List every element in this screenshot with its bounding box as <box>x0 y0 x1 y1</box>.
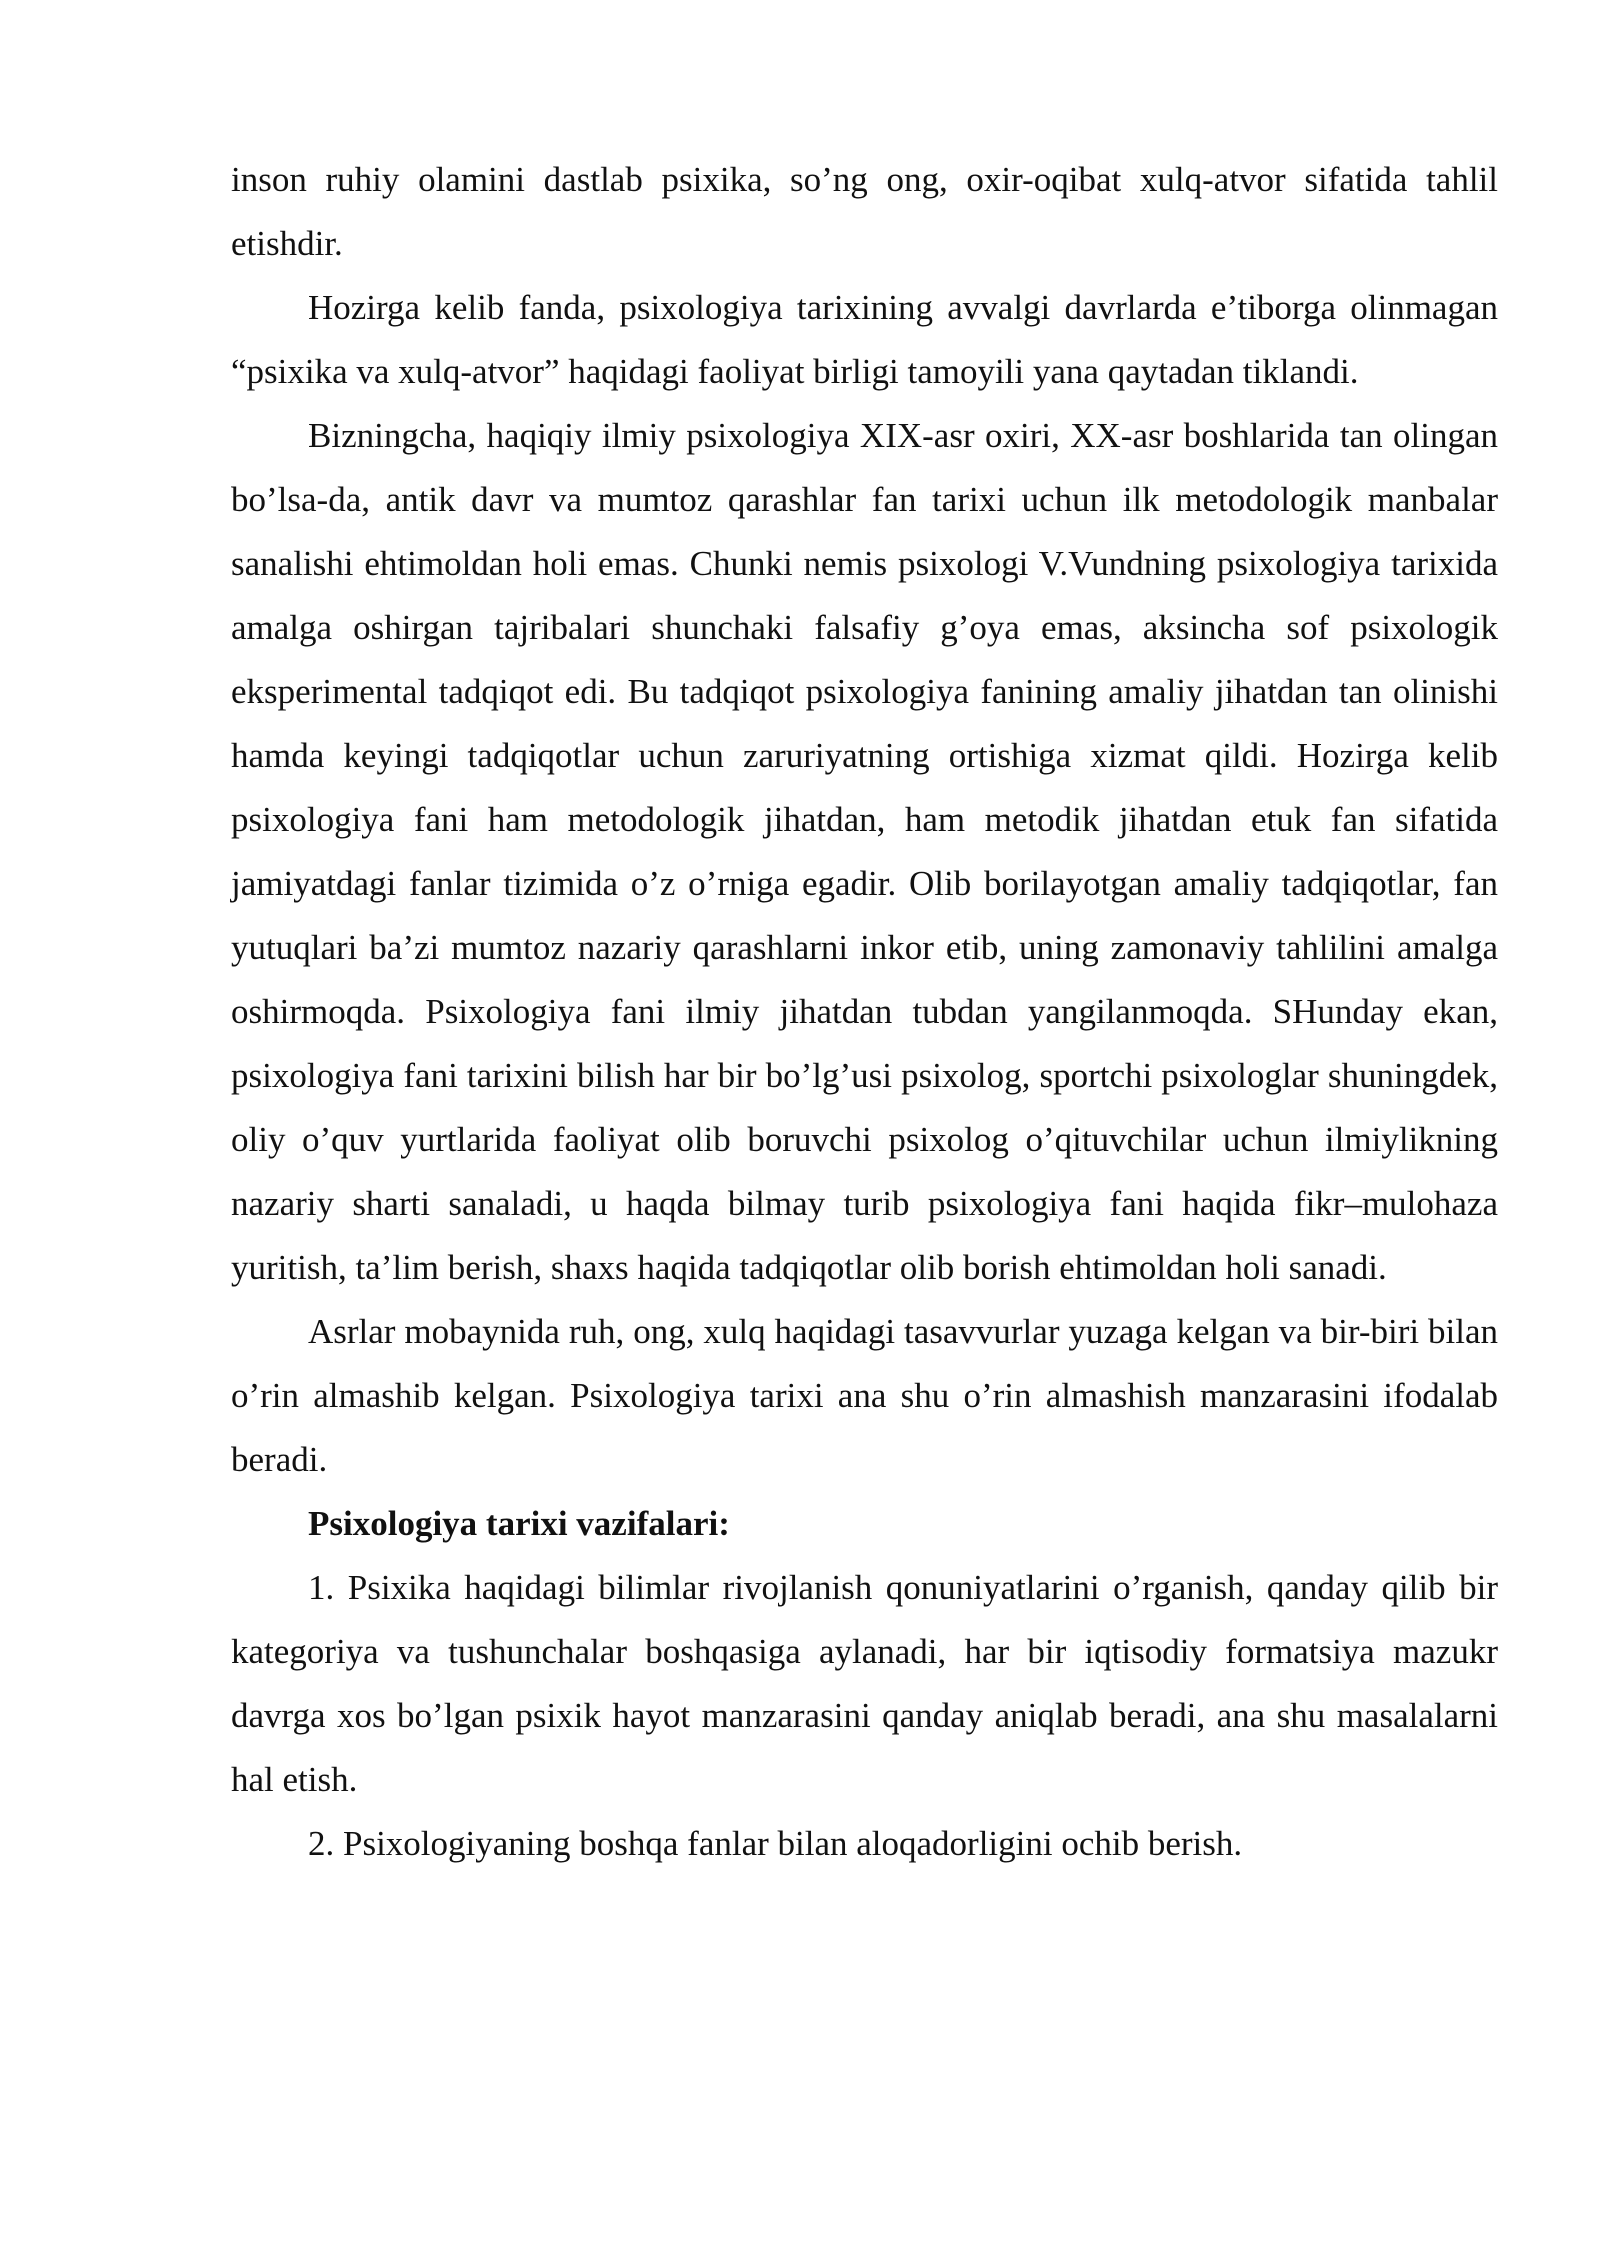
paragraph-history-of-ideas: Asrlar mobaynida ruh, ong, xulq haqidagi tasavvurlar yuzaga kelgan va bir-biri bilan o’rin almashib kelgan. Psixologiya tarixi ana shu o’rin almashish manzarasini ifodalab beradi. <box>231 1312 1498 1479</box>
list-item-2: 2. Psixologiyaning boshqa fanlar bilan aloqadorligini ochib berish. <box>308 1824 1243 1863</box>
paragraph-restoration: Hozirga kelib fanda, psixologiya tarixining avvalgi davrlarda e’tiborga olinmagan “psixika va xulq-atvor” haqidagi faoliyat birligi tamoyili yana qaytadan tiklandi. <box>231 288 1498 391</box>
document-page <box>231 148 1498 1876</box>
paragraph-continuation: inson ruhiy olamini dastlab psixika, so’ng ong, oxir-oqibat xulq-atvor sifatida tahlil etishdir. <box>231 160 1498 263</box>
paragraph-scientific-psychology: Bizningcha, haqiqiy ilmiy psixologiya XIX-asr oxiri, XX-asr boshlarida tan olingan bo’lsa-da, antik davr va mumtoz qarashlar fan tarixi uchun ilk metodologik manbalar sanalishi ehtimoldan holi emas. Chunki nemis psixologi V.Vundning psixologiya tarixida amalga oshirgan tajribalari shunchaki falsafiy g’oya emas, aksincha sof psixologik eksperimental tadqiqot edi. Bu tadqiqot psixologiya fanining amaliy jihatdan tan olinishi hamda keyingi tadqiqotlar uchun zaruriyatning ortishiga xizmat qildi. Hozirga kelib psixologiya fani ham metodologik jihatdan, ham metodik jihatdan etuk fan sifatida jamiyatdagi fanlar tizimida o’z o’rniga egadir. Olib borilayotgan amaliy tadqiqotlar, fan yutuqlari ba’zi mumtoz nazariy qarashlarni inkor etib, uning zamonaviy tahlilini amalga oshirmoqda. Psixologiya fani ilmiy jihatdan tubdan yangilanmoqda. SHunday ekan, psixologiya fani tarixini bilish har bir bo’lg’usi psixolog, sportchi psixologlar shuningdek, oliy o’quv yurtlarida faoliyat olib boruvchi psixolog o’qituvchilar uchun ilmiylikning nazariy sharti sanaladi, u haqda bilmay turib psixologiya fani haqida fikr–mulohaza yuritish, ta’lim berish, shaxs haqida tadqiqotlar olib borish ehtimoldan holi sanadi. <box>231 416 1498 1287</box>
section-heading: Psixologiya tarixi vazifalari: <box>308 1504 730 1543</box>
list-item-1: 1. Psixika haqidagi bilimlar rivojlanish qonuniyatlarini o’rganish, qanday qilib bir kategoriya va tushunchalar boshqasiga aylanadi, har bir iqtisodiy formatsiya mazukr davrga xos bo’lgan psixik hayot manzarasini qanday aniqlab beradi, ana shu masalalarni hal etish. <box>231 1568 1498 1799</box>
